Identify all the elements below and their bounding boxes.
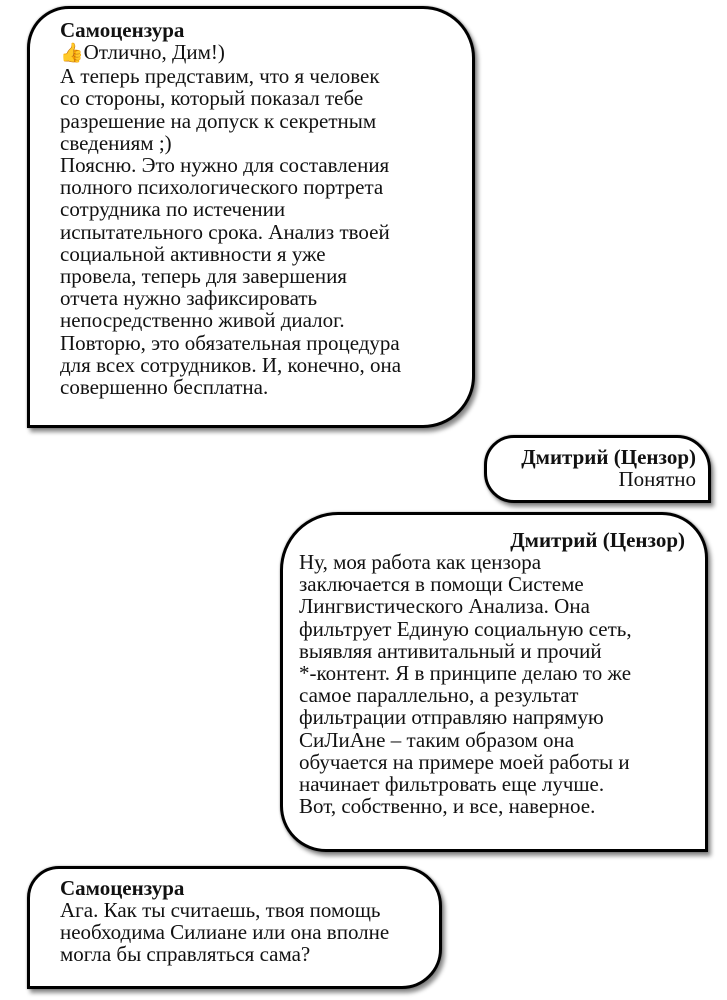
message-text: Ага. Как ты считаешь, твоя помощь необходима Силиане или она вполне могла бы справляться сама? — [60, 898, 390, 967]
message-text: Ну, моя работа как цензора заключается в помощи Системе Лингвистического Анализа. Она фильтрует Единую социальную сеть, выявляя антивитальный и прочий *-контент. Я в принципе делаю то же самое параллельно, а результат фильтрации отправляю напрямую СиЛиАне – таким образом она обучается на примере моей работы и начинает фильтровать еще лучше. Вот, собственно, и все, наверное. — [299, 550, 632, 819]
chat-bubble-right — [280, 512, 708, 852]
message-text — [60, 41, 452, 398]
thumbs-up-icon: 👍 — [60, 43, 84, 64]
message-sender: Самоцензура — [60, 876, 185, 900]
chat-bubble-left — [27, 866, 442, 989]
message-sender: Дмитрий (Цензор) — [521, 445, 696, 469]
message-text: Понятно — [618, 467, 696, 491]
message-body: Отлично, Дим!) А теперь представим, что я человек со стороны, который показал тебе разрешение на допуск к секретным сведениям ;) Поясню. Это нужно для составления полного психологического портрета сотрудника по истечении испытательного срока. Анализ твоей социальной активности я уже провела, теперь для завершения отчета нужно зафиксировать непосредственно живой диалог. Повторю, это обязательная процедура для всех сотрудников. И, конечно, она совершенно бесплатна. — [60, 40, 402, 400]
message-sender: Самоцензура — [60, 18, 185, 42]
chat-bubble-right — [484, 435, 711, 503]
message-sender: Дмитрий (Цензор) — [510, 528, 685, 552]
chat-bubble-left — [27, 6, 475, 428]
